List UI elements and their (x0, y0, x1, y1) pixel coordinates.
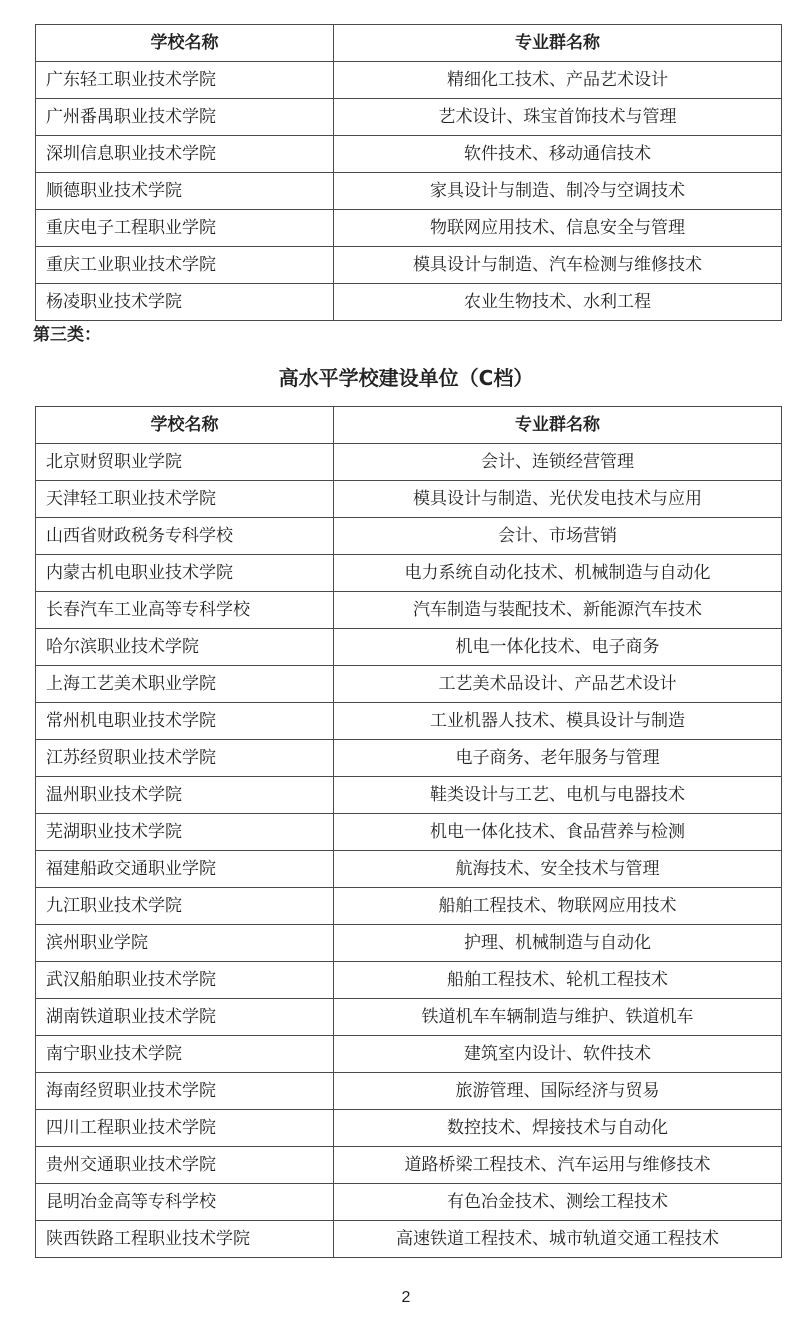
major-group-cell: 航海技术、安全技术与管理 (334, 851, 782, 888)
header-major-group: 专业群名称 (334, 407, 782, 444)
school-name-cell: 武汉船舶职业技术学院 (36, 962, 334, 999)
major-group-cell: 机电一体化技术、食品营养与检测 (334, 814, 782, 851)
table-row (36, 555, 782, 592)
major-group-cell: 模具设计与制造、汽车检测与维修技术 (334, 247, 782, 284)
major-group-cell: 有色冶金技术、测绘工程技术 (334, 1184, 782, 1221)
school-name-cell: 温州职业技术学院 (36, 777, 334, 814)
table-row (36, 284, 782, 321)
table-row (36, 518, 782, 555)
table-body (36, 62, 782, 321)
school-name-cell: 湖南铁道职业技术学院 (36, 999, 334, 1036)
table-row (36, 1110, 782, 1147)
major-group-cell: 船舶工程技术、物联网应用技术 (334, 888, 782, 925)
table-row (36, 888, 782, 925)
school-name-cell: 重庆工业职业技术学院 (36, 247, 334, 284)
table-row (36, 1036, 782, 1073)
school-name-cell: 天津轻工职业技术学院 (36, 481, 334, 518)
school-name-cell: 上海工艺美术职业学院 (36, 666, 334, 703)
major-group-cell: 道路桥梁工程技术、汽车运用与维修技术 (334, 1147, 782, 1184)
table-row (36, 666, 782, 703)
school-name-cell: 常州机电职业技术学院 (36, 703, 334, 740)
table-row (36, 210, 782, 247)
school-name-cell: 南宁职业技术学院 (36, 1036, 334, 1073)
major-group-cell: 家具设计与制造、制冷与空调技术 (334, 173, 782, 210)
school-name-cell: 北京财贸职业学院 (36, 444, 334, 481)
table-row (36, 962, 782, 999)
table-row (36, 1073, 782, 1110)
major-group-cell: 工艺美术品设计、产品艺术设计 (334, 666, 782, 703)
major-group-cell: 模具设计与制造、光伏发电技术与应用 (334, 481, 782, 518)
major-group-cell: 铁道机车车辆制造与维护、铁道机车 (334, 999, 782, 1036)
table-row (36, 814, 782, 851)
table-row (36, 1147, 782, 1184)
header-school-name: 学校名称 (36, 25, 334, 62)
table-row (36, 925, 782, 962)
school-name-cell: 四川工程职业技术学院 (36, 1110, 334, 1147)
category-label: 第三类： (33, 325, 101, 345)
table-row (36, 247, 782, 284)
major-group-cell: 高速铁道工程技术、城市轨道交通工程技术 (334, 1221, 782, 1258)
table-row (36, 999, 782, 1036)
school-table-c (35, 406, 782, 1258)
major-group-cell: 软件技术、移动通信技术 (334, 136, 782, 173)
table-row (36, 444, 782, 481)
school-name-cell: 陕西铁路工程职业技术学院 (36, 1221, 334, 1258)
school-name-cell: 内蒙古机电职业技术学院 (36, 555, 334, 592)
table-row (36, 173, 782, 210)
major-group-cell: 工业机器人技术、模具设计与制造 (334, 703, 782, 740)
header-school-name: 学校名称 (36, 407, 334, 444)
school-name-cell: 贵州交通职业技术学院 (36, 1147, 334, 1184)
school-name-cell: 山西省财政税务专科学校 (36, 518, 334, 555)
school-name-cell: 滨州职业学院 (36, 925, 334, 962)
page-number: 2 (401, 1289, 411, 1306)
major-group-cell: 电子商务、老年服务与管理 (334, 740, 782, 777)
school-name-cell: 杨凌职业技术学院 (36, 284, 334, 321)
major-group-cell: 艺术设计、珠宝首饰技术与管理 (334, 99, 782, 136)
table-row (36, 1184, 782, 1221)
major-group-cell: 建筑室内设计、软件技术 (334, 1036, 782, 1073)
header-major-group: 专业群名称 (334, 25, 782, 62)
school-name-cell: 九江职业技术学院 (36, 888, 334, 925)
school-name-cell: 长春汽车工业高等专科学校 (36, 592, 334, 629)
major-group-cell: 农业生物技术、水利工程 (334, 284, 782, 321)
major-group-cell: 船舶工程技术、轮机工程技术 (334, 962, 782, 999)
table-row (36, 1221, 782, 1258)
table-row (36, 777, 782, 814)
school-name-cell: 顺德职业技术学院 (36, 173, 334, 210)
major-group-cell: 电力系统自动化技术、机械制造与自动化 (334, 555, 782, 592)
table-row (36, 740, 782, 777)
table-row (36, 99, 782, 136)
school-name-cell: 广州番禺职业技术学院 (36, 99, 334, 136)
school-name-cell: 重庆电子工程职业学院 (36, 210, 334, 247)
major-group-cell: 护理、机械制造与自动化 (334, 925, 782, 962)
school-name-cell: 芜湖职业技术学院 (36, 814, 334, 851)
school-name-cell: 广东轻工职业技术学院 (36, 62, 334, 99)
major-group-cell: 会计、市场营销 (334, 518, 782, 555)
table-row (36, 62, 782, 99)
table-header-row (36, 25, 782, 62)
school-name-cell: 福建船政交通职业学院 (36, 851, 334, 888)
school-name-cell: 深圳信息职业技术学院 (36, 136, 334, 173)
major-group-cell: 物联网应用技术、信息安全与管理 (334, 210, 782, 247)
table-header-row (36, 407, 782, 444)
table-row (36, 481, 782, 518)
table-row (36, 629, 782, 666)
table-row (36, 703, 782, 740)
section-title: 高水平学校建设单位（C档） (278, 366, 534, 390)
table-row (36, 592, 782, 629)
school-name-cell: 江苏经贸职业技术学院 (36, 740, 334, 777)
major-group-cell: 会计、连锁经营管理 (334, 444, 782, 481)
major-group-cell: 机电一体化技术、电子商务 (334, 629, 782, 666)
major-group-cell: 旅游管理、国际经济与贸易 (334, 1073, 782, 1110)
school-name-cell: 哈尔滨职业技术学院 (36, 629, 334, 666)
table-body (36, 444, 782, 1258)
school-name-cell: 海南经贸职业技术学院 (36, 1073, 334, 1110)
major-group-cell: 鞋类设计与工艺、电机与电器技术 (334, 777, 782, 814)
school-table-b (35, 24, 782, 321)
major-group-cell: 精细化工技术、产品艺术设计 (334, 62, 782, 99)
major-group-cell: 数控技术、焊接技术与自动化 (334, 1110, 782, 1147)
table-row (36, 851, 782, 888)
school-name-cell: 昆明冶金高等专科学校 (36, 1184, 334, 1221)
major-group-cell: 汽车制造与装配技术、新能源汽车技术 (334, 592, 782, 629)
table-row (36, 136, 782, 173)
